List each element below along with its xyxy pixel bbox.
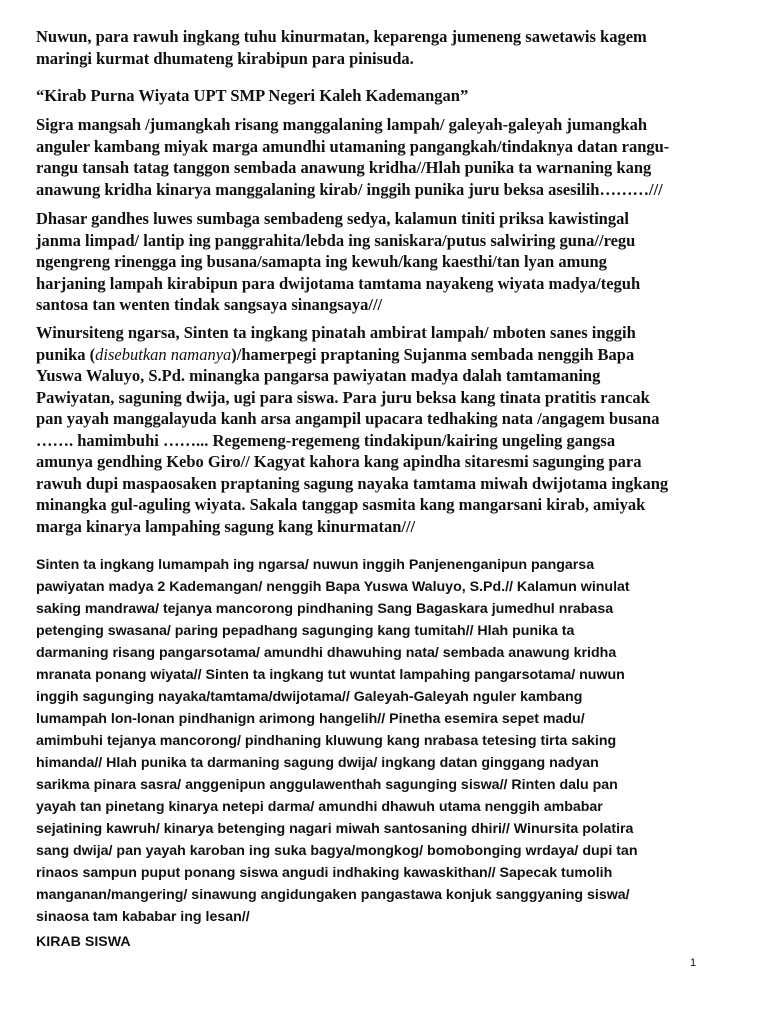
- text-line: rawuh dupi maspaosaken praptaning sagung nayaka tamtama miwah dwijotama ingkang: [36, 473, 669, 493]
- paragraph-1: [36, 114, 669, 200]
- text-line: Winursiteng ngarsa, Sinten ta ingkang pinatah ambirat lampah/ mboten sanes inggih: [36, 323, 636, 342]
- text-line: lumampah lon-lonan pindhanign arimong hangelih// Pinetha esemira sepet madu/: [36, 711, 585, 727]
- text-line: pawiyatan madya 2 Kademangan/ nenggih Bapa Yuswa Waluyo, S.Pd.// Kalamun winulat: [36, 579, 630, 595]
- text-line: maringi kurmat dhumateng kirabipun para pinisuda.: [36, 48, 414, 68]
- text-line: sinaosa tam kababar ing lesan//: [36, 909, 250, 925]
- text-line: Sinten ta ingkang lumampah ing ngarsa/ nuwun inggih Panjenenganipun pangarsa: [36, 557, 595, 573]
- text-line: sang dwija/ pan yayah karoban ing suka bagya/mongkog/ bomobonging wrdaya/ dupi tan: [36, 843, 638, 859]
- paragraph-2: [36, 208, 640, 316]
- paragraph-4: [36, 554, 637, 928]
- text-line: yayah tan pinetang kinarya netepi darma/ amundhi dhawuh utama nenggih ambabar: [36, 799, 603, 815]
- text-segment: )/hamerpegi praptaning Sujanma sembada nenggih Bapa: [231, 344, 635, 364]
- text-line: Dhasar gandhes luwes sumbaga sembadeng sedya, kalamun tiniti priksa kawistingal: [36, 209, 629, 228]
- text-line: Yuswa Waluyo, S.Pd. minangka pangarsa pawiyatan madya dalah tamtamaning: [36, 366, 601, 385]
- text-line: minangka gul-aguling wiyata. Sakala tanggap sasmita kang mangarsani kirab, amiyak: [36, 495, 646, 514]
- text-line: marga kinarya lampahing sagung kang kinurmatan///: [36, 516, 416, 536]
- text-line: santosa tan wenten tindak sangsaya sinangsaya///: [36, 295, 383, 314]
- text-line: amunya gendhing Kebo Giro// Kagyat kahora kang apindha sitaresmi sagunging para: [36, 452, 642, 471]
- text-line: sejatining kawruh/ kinarya betenging nagari miwah santosaning dhiri// Winursita polatira: [36, 821, 634, 837]
- text-line: ngengreng rinengga ing busana/samapta ing kewuh/kang kaesthi/tan lyan amung: [36, 252, 607, 271]
- document-title: “Kirab Purna Wiyata UPT SMP Negeri Kaleh Kademangan”: [36, 86, 469, 105]
- text-line: [36, 344, 668, 366]
- text-line: himanda// Hlah punika ta darmaning sagung dwija/ ingkang datan ginggang nadyan: [36, 755, 599, 771]
- text-line: saking mandrawa/ tejanya mancorong pindhaning Sang Bagaskara jumedhul nrabasa: [36, 601, 614, 617]
- section-heading: KIRAB SISWA: [36, 934, 131, 950]
- text-line: anguler kambang miyak marga amundhi utamaning pangangkah/tindaknya datan rangu-: [36, 136, 670, 156]
- text-line: darmaning risang pangarsotama/ amundhi dhawuhing nata/ sembada anawung kridha: [36, 645, 617, 661]
- text-line: manganan/mangering/ sinawung angidungaken pangastawa konjuk sanggyaning siswa/: [36, 887, 630, 903]
- text-line: anawung kridha kinarya manggalaning kirab/ inggih punika juru beksa asesilih………///: [36, 179, 663, 199]
- opening-paragraph: [36, 26, 647, 69]
- text-segment: punika (: [36, 344, 96, 364]
- text-line: Nuwun, para rawuh ingkang tuhu kinurmatan, keparenga jumeneng sawetawis kagem: [36, 27, 647, 46]
- text-line: inggih sagunging nayaka/tamtama/dwijotama// Galeyah-Galeyah nguler kambang: [36, 689, 583, 705]
- text-line: harjaning lampah kirabipun para dwijotama tamtama nayakeng wiyata madya/teguh: [36, 273, 641, 293]
- text-line: sarikma pinara sasra/ anggenipun anggulawenthah sagunging siswa// Rinten dalu pan: [36, 777, 618, 793]
- text-line: pan yayah manggalayuda kanh arsa angampil upacara tedhaking nata /angagem busana: [36, 409, 660, 428]
- text-line: Sigra mangsah /jumangkah risang manggalaning lampah/ galeyah-galeyah jumangkah: [36, 115, 648, 134]
- text-line: janma limpad/ lantip ing panggrahita/lebda ing saniskara/putus salwiring guna//regu: [36, 230, 636, 250]
- text-line: rinaos sampun puput ponang siswa angudi indhaking kawaskithan// Sapecak tumolih: [36, 865, 613, 881]
- text-line: amimbuhi tejanya mancorong/ pindhaning kluwung kang nrabasa tetesing tirta saking: [36, 733, 617, 749]
- text-line: mranata ponang wiyata// Sinten ta ingkang tut wuntat lampahing pangarsotama/ nuwun: [36, 667, 625, 683]
- text-line: rangu tansah tatag tanggon sembada anawung kridha//Hlah punika ta warnaning kang: [36, 158, 652, 177]
- paragraph-3: [36, 322, 668, 537]
- text-line: ……. hamimbuhi ……... Regemeng-regemeng tindakipun/kairing ungeling gangsa: [36, 430, 616, 450]
- text-line: Pawiyatan, saguning dwija, ugi para siswa. Para juru beksa kang tinata pratitis rancak: [36, 387, 650, 407]
- text-line: petenging swasana/ paring pepadhang sagunging kang tumitah// Hlah punika ta: [36, 623, 575, 639]
- page-number: 1: [690, 957, 697, 969]
- italic-placeholder: disebutkan namanya: [95, 344, 232, 364]
